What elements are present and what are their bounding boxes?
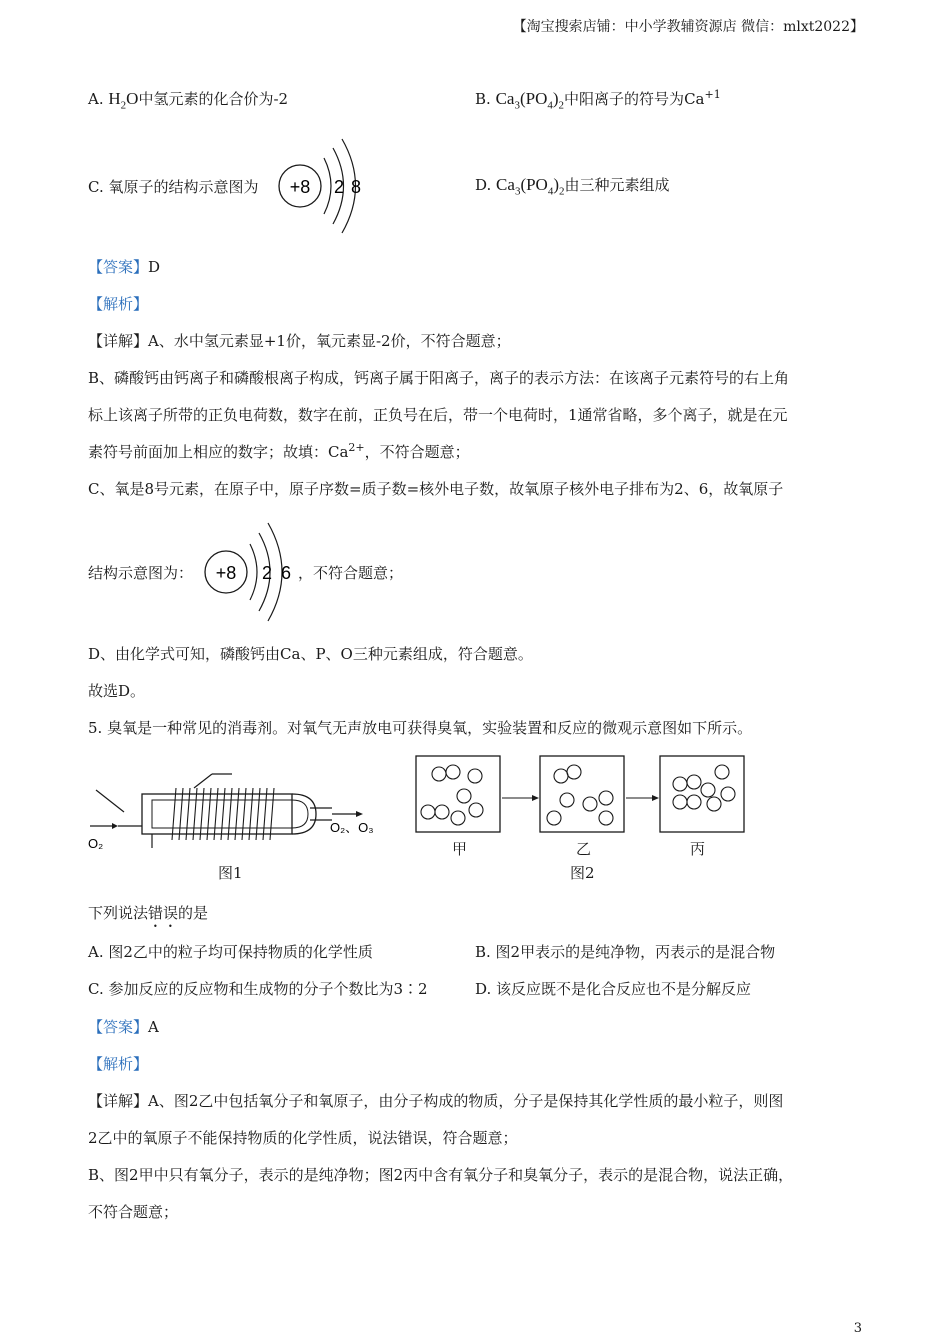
q5-option-b: B. 图2甲表示的是纯净物，丙表示的是混合物: [475, 943, 776, 961]
inlet-label: O₂: [88, 836, 104, 851]
q5-analysis-tag: 【解析】: [88, 1055, 149, 1073]
shell2-label: 6: [280, 563, 292, 583]
figure2-caption: 图2: [570, 864, 595, 882]
q4-final: 故选D。: [88, 682, 146, 700]
figure2-box2-label: 乙: [576, 840, 592, 858]
q4-detail-c-line2-pre: 结构示意图为：: [88, 564, 194, 582]
q4-option-d: D. $Ca_3(PO_4)_2$由三种元素组成: [475, 175, 670, 198]
header-shop-info: 【淘宝搜索店铺：中小学教辅资源店 微信：mlxt2022】: [512, 19, 864, 35]
shell1-label: 2: [261, 563, 273, 583]
nucleus-label: +8: [215, 563, 237, 583]
q4-detail-c-line1: C、氧是8号元素，在原子中，原子序数=质子数=核外电子数，故氧原子核外电子排布为2、6，故氧原子: [88, 480, 784, 498]
q5-option-c: C. 参加反应的反应物和生成物的分子个数比为3∶2: [88, 980, 428, 998]
q4-option-b: B. $Ca_3(PO_4)_2$中阳离子的符号为$Ca^{+1}$: [475, 88, 721, 112]
figure2-micro-diagram: [410, 752, 750, 838]
q4-option-a: [88, 88, 288, 111]
q4-detail-b-line3: 素符号前面加上相应的数字；故填：$Ca^{2+}$，不符合题意；: [88, 441, 470, 461]
q5-option-d: D. 该反应既不是化合反应也不是分解反应: [475, 980, 752, 998]
q4-detail-b-line1: B、磷酸钙由钙离子和磷酸根离子构成，钙离子属于阳离子，离子的表示方法：在该离子元素符号的右上角: [88, 369, 790, 387]
formula-ca3po42: $Ca_3(PO_4)_2$: [496, 175, 565, 198]
q4-detail-b-line2: 标上该离子所带的正负电荷数，数字在前，正负号在后，带一个电荷时，1通常省略，多个离子，就是在元: [88, 406, 788, 424]
figure1-caption: 图1: [218, 864, 243, 882]
outlet-label: O₂、O₃: [330, 820, 374, 835]
ion-symbol: $Ca^{+1}$: [684, 88, 721, 108]
shell2-label: 8: [350, 177, 362, 197]
formula-h2o: $H_2O$: [108, 89, 139, 112]
q5-answer: 【答案】A: [88, 1018, 159, 1036]
formula-ca3po42: $Ca_3(PO_4)_2$: [495, 89, 565, 112]
q5-stem: 5. 臭氧是一种常见的消毒剂。对氧气无声放电可获得臭氧，实验装置和反应的微观示意图如下所示。: [88, 719, 753, 737]
figure2-box3-label: 丙: [690, 840, 706, 858]
q5-detail-b-line1: B、图2甲中只有氧分子，表示的是纯净物；图2丙中含有氧分子和臭氧分子，表示的是混合物，说法正确，: [88, 1166, 794, 1184]
q4-detail-a: 【详解】A、水中氢元素显+1价，氧元素显-2价，不符合题意；: [88, 332, 511, 350]
q5-option-a: A. 图2乙中的粒子均可保持物质的化学性质: [88, 943, 373, 961]
figure1-apparatus: [84, 770, 394, 870]
page-number: 3: [853, 1321, 862, 1336]
q5-detail-b-line2: 不符合题意；: [88, 1203, 179, 1221]
q4-answer: 【答案】D: [88, 258, 161, 276]
answer-tag: 【答案】: [88, 258, 149, 276]
oxygen-atom-diagram-option-c: [276, 136, 368, 236]
q5-detail-a-line1: 【详解】A、图2乙中包括氧分子和氧原子，由分子构成的物质，分子是保持其化学性质的最小粒子，则图: [88, 1092, 784, 1110]
q4-detail-c-line2-post: ，不符合题意；: [298, 564, 404, 582]
oxygen-atom-diagram-explanation: [200, 520, 296, 624]
figure2-box1-label: 甲: [452, 840, 468, 858]
q4-analysis-tag: 【解析】: [88, 295, 149, 313]
q5-question: 下列说法错误的是: [88, 904, 209, 922]
option-text: 中氢元素的化合价为-2: [138, 90, 289, 108]
q4-detail-d: D、由化学式可知，磷酸钙由Ca、P、O三种元素组成，符合题意。: [88, 645, 533, 663]
option-letter: A.: [88, 90, 104, 108]
nucleus-label: +8: [289, 177, 311, 197]
q5-detail-a-line2: 2乙中的氧原子不能保持物质的化学性质，说法错误，符合题意；: [88, 1129, 518, 1147]
shell1-label: 2: [333, 177, 345, 197]
q4-option-c: C. 氧原子的结构示意图为: [88, 178, 259, 196]
